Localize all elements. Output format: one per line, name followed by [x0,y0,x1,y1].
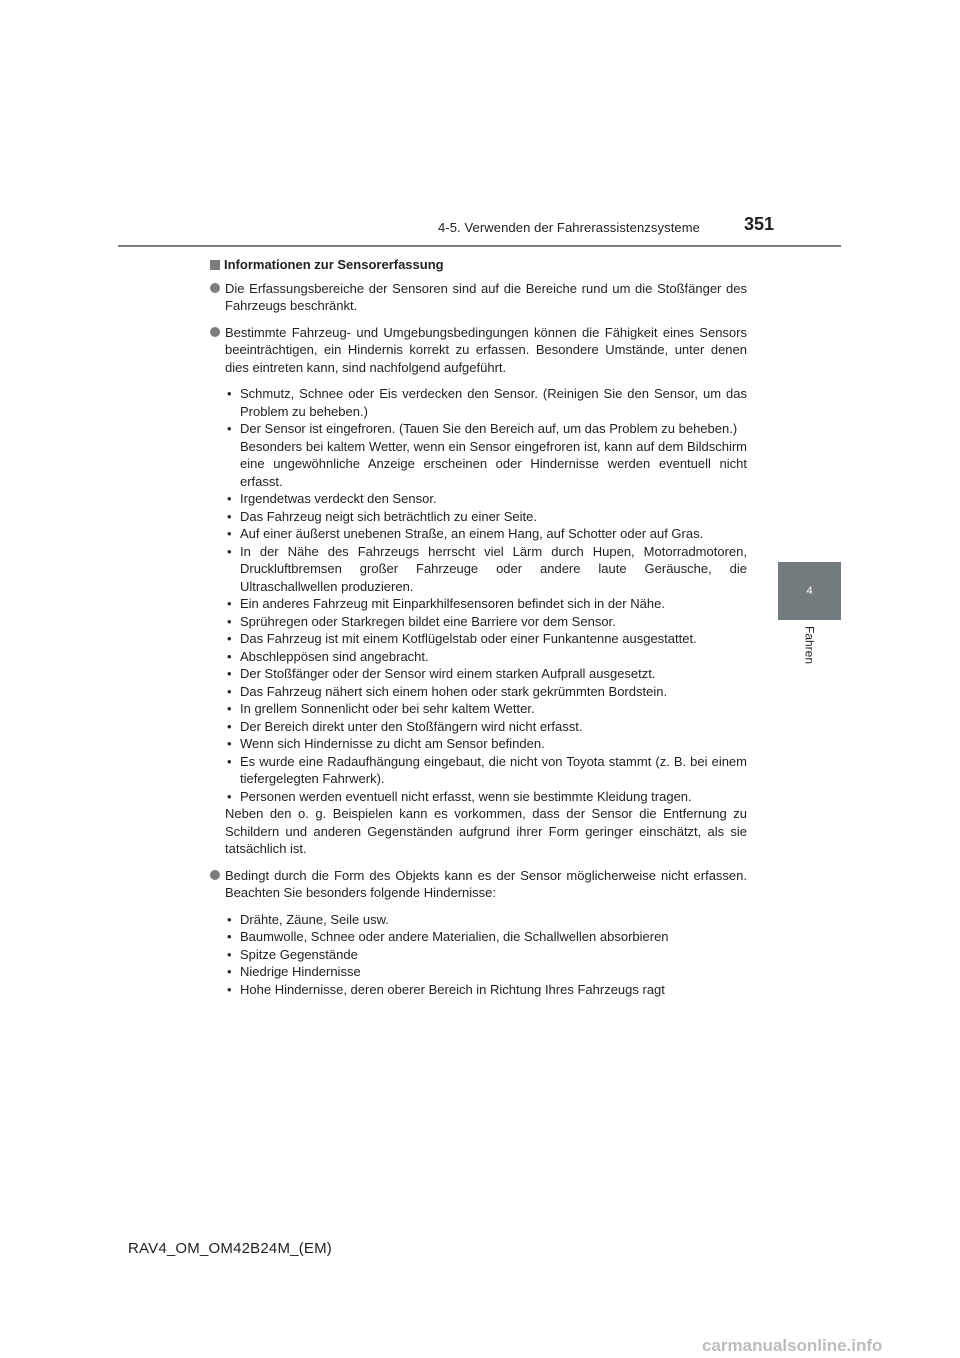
list-item: • Wenn sich Hindernisse zu dicht am Sensor befinden. [227,736,545,751]
list-item: • In grellem Sonnenlicht oder bei sehr kaltem Wetter. [227,701,535,716]
list-item: • Das Fahrzeug ist mit einem Kotflügelstab oder einer Funkantenne ausgestattet. [227,631,697,646]
document-code: RAV4_OM_OM42B24M_(EM) [128,1240,332,1257]
info-item-text: Die Erfassungsbereiche der Sensoren sind auf die Bereiche rund um die Stoßfänger des Fahrzeugs beschränkt. [225,280,747,313]
list-item: • Der Sensor ist eingefroren. (Tauen Sie den Bereich auf, um das Problem zu beheben.) Besonders bei kaltem Wetter, wenn ein Sensor eingefroren ist, kann auf dem Bildschirm eine ungewöhnliche Anzeige erscheinen oder Hindernisse werden eventuell nicht erfasst. [227,421,747,489]
info-item [210,324,747,377]
list-item: • Baumwolle, Schnee oder andere Materialien, die Schallwellen absorbieren [227,929,669,944]
page-number: 351 [744,214,775,234]
obstacle-list [225,911,747,999]
info-item [210,867,747,902]
running-header-section: 4-5. Verwenden der Fahrerassistenzsysteme [437,220,700,235]
list-item: • Der Bereich direkt unter den Stoßfängern wird nicht erfasst. [227,718,583,734]
chapter-tab[interactable] [778,562,841,620]
list-item: • Sprühregen oder Starkregen bildet eine Barriere vor dem Sensor. [227,613,616,629]
list-item: • Personen werden eventuell nicht erfasst, wenn sie bestimmte Kleidung tragen. [227,788,692,804]
list-item: • Niedrige Hindernisse [227,964,361,979]
list-item-note: Besonders bei kaltem Wetter, wenn ein Sensor eingefroren ist, kann auf dem Bildschirm eine ungewöhnliche Anzeige erscheinen oder Hindernisse werden eventuell nicht erfasst. [240,438,747,489]
watermark: carmanualsonline.info [702,1336,883,1355]
list-item: • Drähte, Zäune, Seile usw. [227,911,389,927]
square-bullet-icon [210,260,220,270]
circle-bullet-icon [210,870,220,880]
list-item: • Hohe Hindernisse, deren oberer Bereich in Richtung Ihres Fahrzeugs ragt [227,981,665,997]
main-content [210,256,747,1007]
list-item: • In der Nähe des Fahrzeugs herrscht viel Lärm durch Hupen, Motorradmotoren, Druckluftbremsen großer Fahrzeuge oder andere laute Geräusche, die Ultraschallwellen produzieren. [227,543,747,594]
chapter-label-text: Fahren [802,626,817,665]
list-item: • Spitze Gegenstände [227,946,358,962]
conditions-footnote: Neben den o. g. Beispielen kann es vorkommen, dass der Sensor die Entfernung zu Schildern und anderen Gegenständen aufgrund ihrer Form geringer einschätzt, als sie tatsächlich ist. [225,806,747,856]
condition-list [225,385,747,805]
info-item-text: Bestimmte Fahrzeug- und Umgebungsbedingungen können die Fähigkeit eines Sensors beeinträchtigen, ein Hindernis korrekt zu erfassen. Besondere Umstände, unter denen dies eintreten kann, sind nachfolgend aufgeführt. [225,324,747,375]
chapter-label [778,620,841,680]
list-item: • Auf einer äußerst unebenen Straße, an einem Hang, auf Schotter oder auf Gras. [227,526,704,541]
list-item: • Der Stoßfänger oder der Sensor wird einem starken Aufprall ausgesetzt. [227,666,656,681]
circle-bullet-icon [210,283,220,293]
header-divider [118,245,841,247]
list-item: • Es wurde eine Radaufhängung eingebaut, die nicht von Toyota stammt (z. B. bei einem tiefergelegten Fahrwerk). [227,753,747,786]
list-item: • Das Fahrzeug nähert sich einem hohen oder stark gekrümmten Bordstein. [227,683,668,699]
list-item: • Ein anderes Fahrzeug mit Einparkhilfesensoren befindet sich in der Nähe. [227,596,665,611]
circle-bullet-icon [210,327,220,337]
section-heading [210,256,747,274]
list-item: • Irgendetwas verdeckt den Sensor. [227,491,437,506]
info-item [210,280,747,315]
list-item: • Abschleppösen sind angebracht. [227,648,429,664]
chapter-number: 4 [806,585,813,597]
section-heading-text: Informationen zur Sensorerfassung [224,257,444,272]
list-item: • Das Fahrzeug neigt sich beträchtlich zu einer Seite. [227,508,537,524]
list-item: • Schmutz, Schnee oder Eis verdecken den Sensor. (Reinigen Sie den Sensor, um das Problem zu beheben.) [227,386,747,419]
info-item-text: Bedingt durch die Form des Objekts kann es der Sensor möglicherweise nicht erfassen. Beachten Sie besonders folgende Hindernisse: [225,867,747,900]
